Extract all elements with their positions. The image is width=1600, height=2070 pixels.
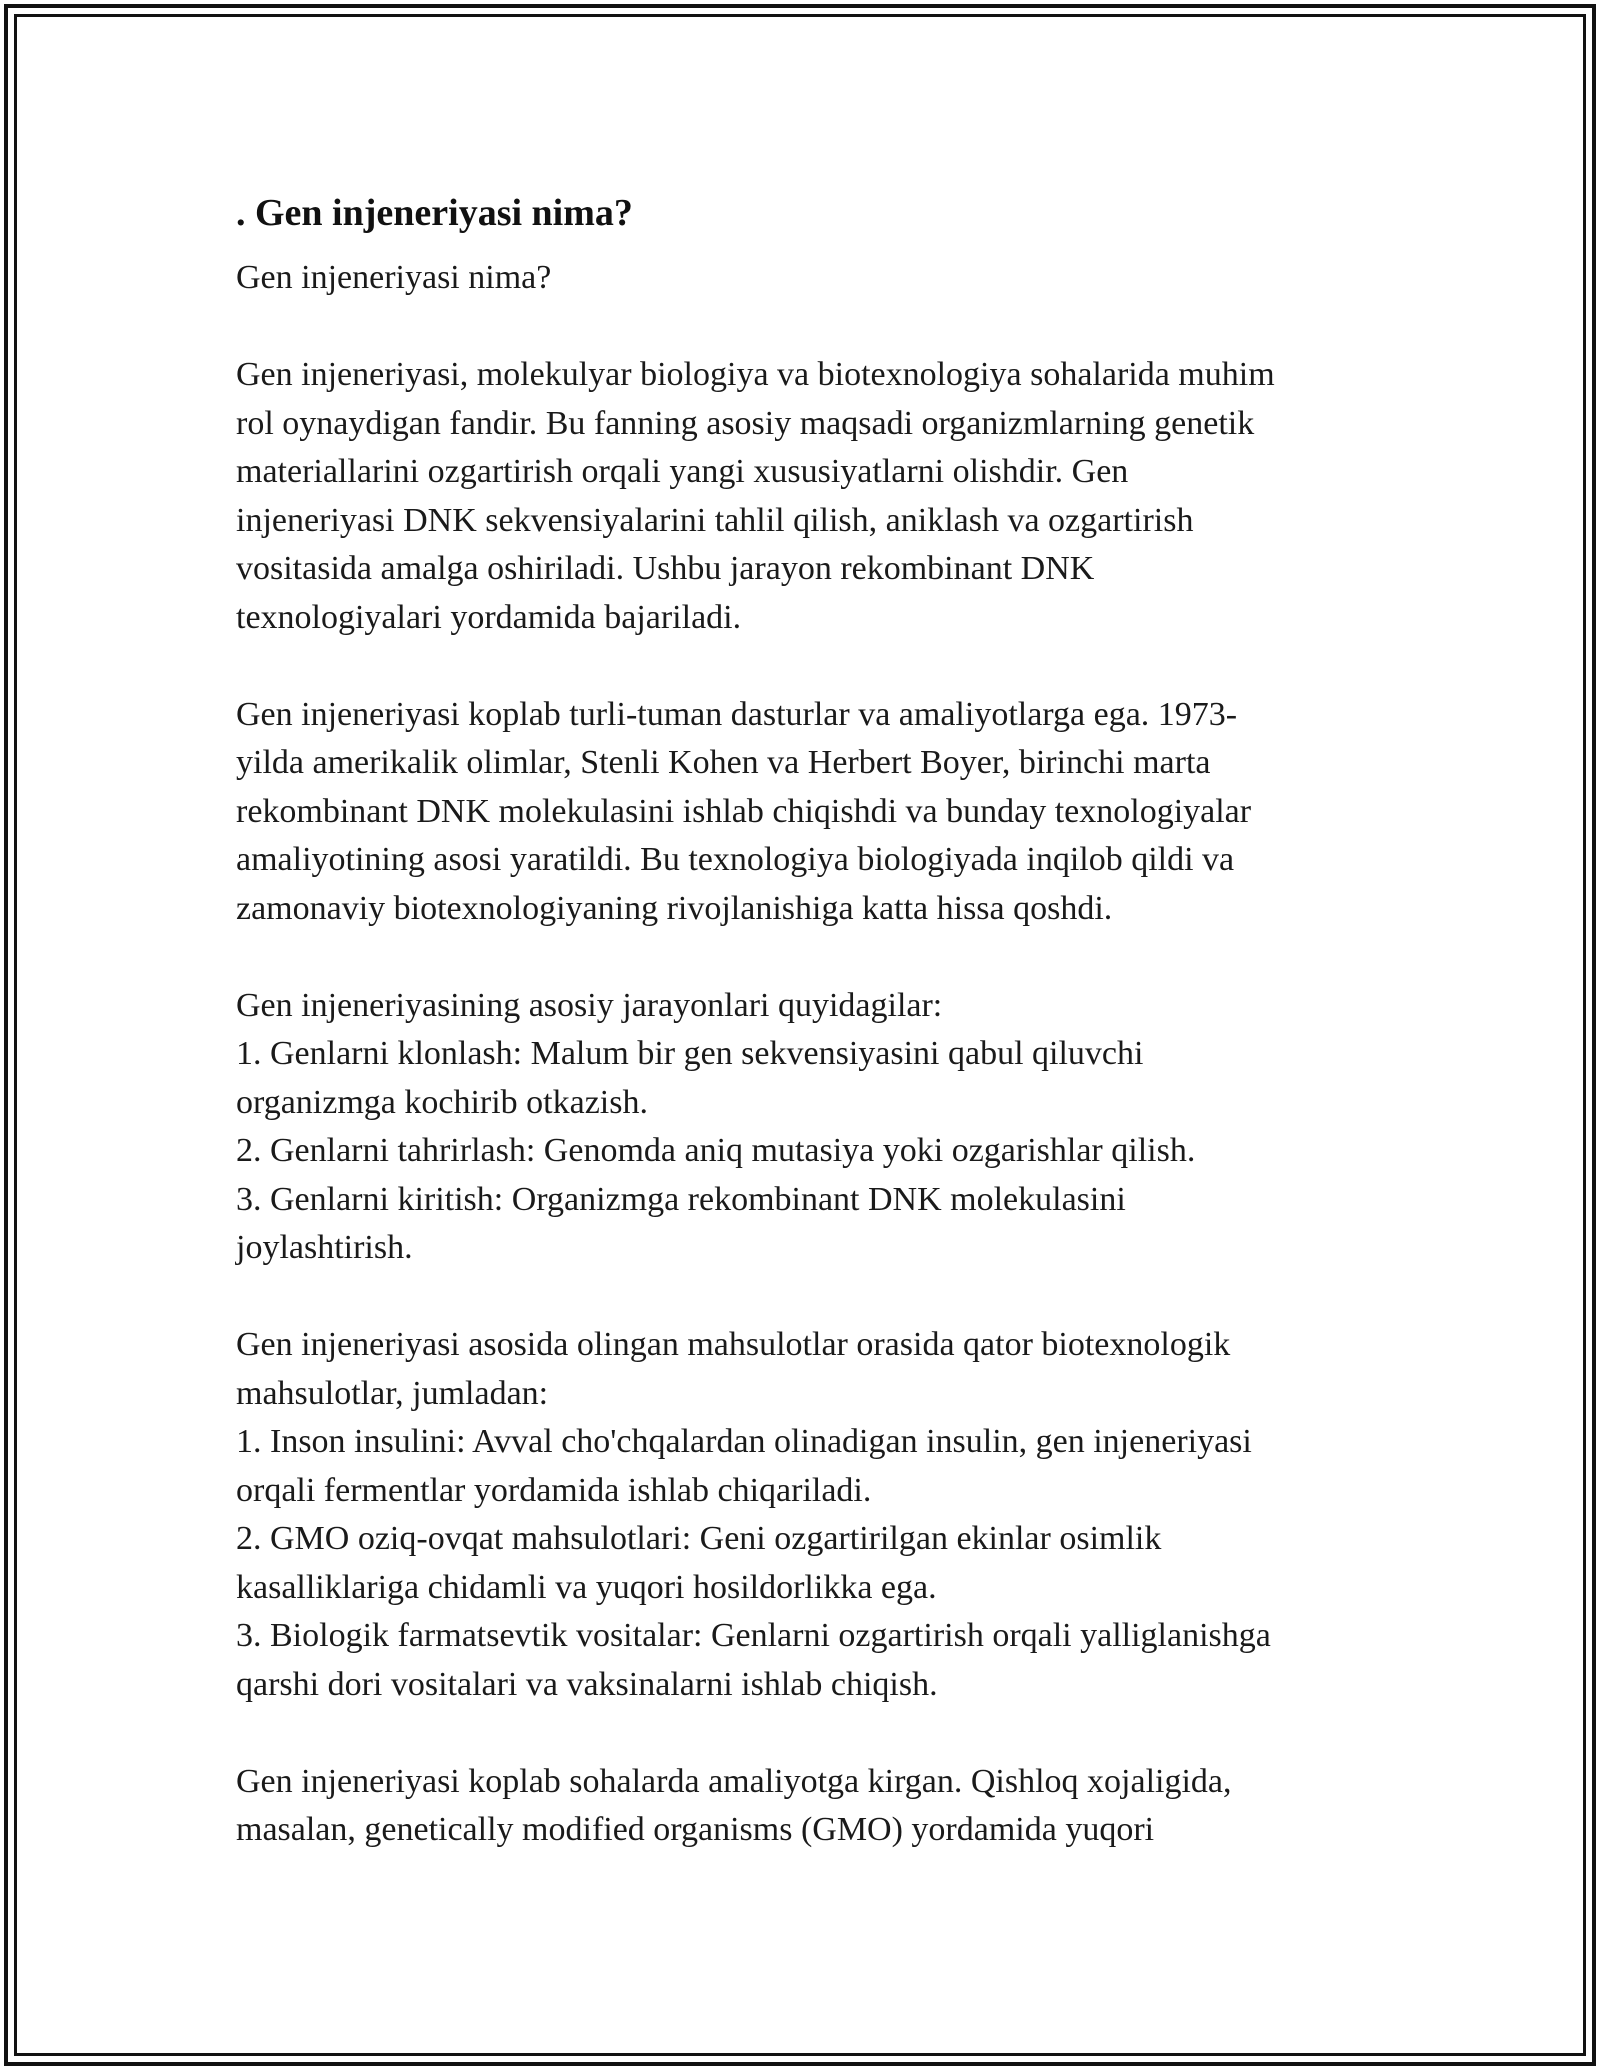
paragraph-line: yilda amerikalik olimlar, Stenli Kohen va Herbert Boyer, birinchi marta <box>236 744 1211 781</box>
paragraph <box>236 982 1366 1273</box>
paragraph-line: masalan, genetically modified organisms (GMO) yordamida yuqori <box>236 1811 1155 1848</box>
paragraph-line: injeneriyasi DNK sekvensiyalarini tahlil qilish, aniklash va ozgartirish <box>236 501 1194 539</box>
paragraph <box>236 351 1366 642</box>
paragraph-line: Gen injeneriyasi, molekulyar biologiya va biotexnologiya sohalarida muhim <box>236 356 1275 393</box>
paragraph-line: 2. GMO oziq-ovqat mahsulotlari: Geni ozgartirilgan ekinlar osimlik <box>236 1520 1162 1557</box>
paragraph-line: rekombinant DNK molekulasini ishlab chiqishdi va bunday texnologiyalar <box>236 792 1252 830</box>
document-subtitle: Gen injeneriyasi nima? <box>236 259 552 296</box>
document-body <box>236 186 1366 1855</box>
paragraph-line: Gen injeneriyasi koplab turli-tuman dasturlar va amaliyotlarga ega. 1973- <box>236 695 1238 733</box>
paragraph-line: 3. Genlarni kiritish: Organizmga rekombinant DNK molekulasini <box>236 1180 1126 1218</box>
paragraph-line: Gen injeneriyasi asosida olingan mahsulotlar orasida qator biotexnologik <box>236 1326 1231 1363</box>
paragraph-line: rol oynaydigan fandir. Bu fanning asosiy maqsadi organizmlarning genetik <box>236 404 1255 442</box>
paragraph-list <box>236 351 1366 1855</box>
paragraph-line: orqali fermentlar yordamida ishlab chiqariladi. <box>236 1471 872 1509</box>
paragraph-line: mahsulotlar, jumladan: <box>236 1374 549 1412</box>
paragraph-line: Gen injeneriyasi koplab sohalarda amaliyotga kirgan. Qishloq xojaligida, <box>236 1762 1232 1800</box>
paragraph-line: 1. Genlarni klonlash: Malum bir gen sekvensiyasini qabul qiluvchi <box>236 1035 1144 1072</box>
paragraph-line: qarshi dori vositalari va vaksinalarni ishlab chiqish. <box>236 1665 938 1703</box>
paragraph <box>236 691 1366 934</box>
paragraph-line: 3. Biologik farmatsevtik vositalar: Genlarni ozgartirish orqali yalliglanishga <box>236 1617 1271 1654</box>
paragraph-line: joylashtirish. <box>236 1229 413 1266</box>
paragraph-line: amaliyotining asosi yaratildi. Bu texnologiya biologiyada inqilob qildi va <box>236 841 1235 878</box>
paragraph-line: organizmga kochirib otkazish. <box>236 1083 648 1121</box>
paragraph-line: 2. Genlarni tahrirlash: Genomda aniq mutasiya yoki ozgarishlar qilish. <box>236 1132 1196 1169</box>
paragraph <box>236 1758 1366 1855</box>
document-title: . Gen injeneriyasi nima? <box>236 192 633 234</box>
paragraph-line: 1. Inson insulini: Avval cho'chqalardan olinadigan insulin, gen injeneriyasi <box>236 1423 1252 1460</box>
paragraph-line: materiallarini ozgartirish orqali yangi xususiyatlarni olishdir. Gen <box>236 453 1129 490</box>
paragraph <box>236 1321 1366 1709</box>
paragraph-line: Gen injeneriyasining asosiy jarayonlari quyidagilar: <box>236 986 943 1024</box>
paragraph-line: kasalliklariga chidamli va yuqori hosildorlikka ega. <box>236 1568 937 1606</box>
paragraph-line: vositasida amalga oshiriladi. Ushbu jarayon rekombinant DNK <box>236 550 1095 587</box>
paragraph-line: texnologiyalari yordamida bajariladi. <box>236 598 742 636</box>
paragraph-line: zamonaviy biotexnologiyaning rivojlanishiga katta hissa qoshdi. <box>236 889 1113 927</box>
